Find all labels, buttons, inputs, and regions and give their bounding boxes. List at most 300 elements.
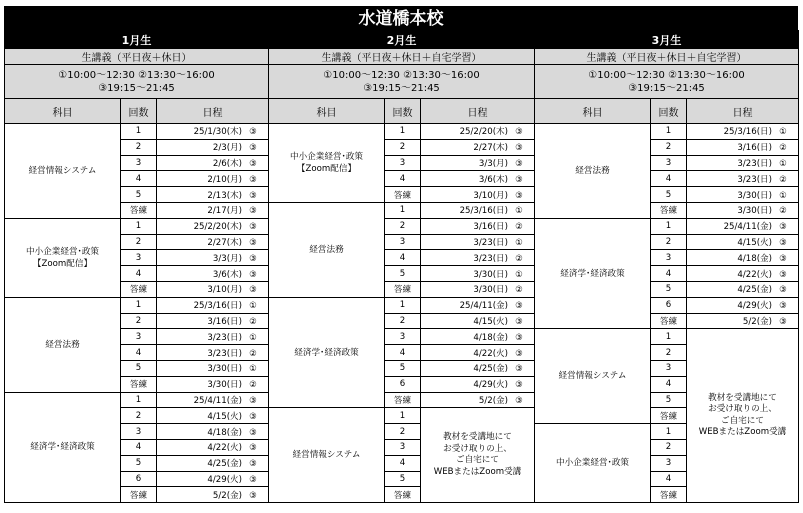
table-row [5, 218, 799, 234]
table-row [5, 281, 799, 297]
session-number: 2 [385, 139, 421, 155]
session-date [157, 455, 269, 471]
date-text: 4/25(金) [737, 285, 772, 296]
session-number: 1 [651, 329, 687, 345]
subject-cell [269, 124, 385, 203]
session-date [687, 171, 799, 187]
subject-cell: 経済学･経済政策 [269, 297, 385, 408]
date-text: 3/23(日) [473, 253, 508, 264]
date-text: 3/30(日) [207, 364, 242, 375]
session-date [687, 281, 799, 297]
note-line: 教材を受講地にて [443, 432, 512, 443]
date-text: 2/17(月) [207, 206, 242, 217]
table-row [5, 139, 799, 155]
time-slot-mark: ② [515, 253, 523, 264]
session-number: 2 [651, 439, 687, 455]
date-text: 3/30(日) [473, 285, 508, 296]
time-slot-mark: ② [779, 206, 787, 217]
table-row [5, 424, 799, 440]
time-slot-mark: ③ [249, 206, 257, 217]
time-slot-mark: ③ [779, 269, 787, 280]
subject-cell: 経営法務 [269, 202, 385, 297]
time-slots-line1: ①10:00～12:30 ②13:30～16:00 [323, 69, 480, 81]
date-text: 3/6(木) [478, 174, 508, 185]
date-text: 4/18(金) [737, 253, 772, 264]
col-count-header: 回数 [651, 99, 687, 124]
session-number: 2 [121, 408, 157, 424]
session-date [157, 392, 269, 408]
session-number: 1 [121, 124, 157, 140]
session-date [157, 266, 269, 282]
session-number: 答練 [385, 487, 421, 503]
session-date [421, 139, 535, 155]
table-row [5, 487, 799, 503]
session-number: 答練 [651, 487, 687, 503]
time-slot-mark: ② [779, 174, 787, 185]
date-text: 3/23(日) [737, 174, 772, 185]
table-row [5, 455, 799, 471]
session-date [421, 218, 535, 234]
subject-name: 中小企業経営･政策 [25, 246, 100, 257]
date-text: 3/23(日) [473, 237, 508, 248]
time-slots-mar [535, 65, 799, 99]
date-text: 3/10(月) [207, 285, 242, 296]
time-slot-mark: ③ [515, 143, 523, 154]
subject-cell: 中小企業経営･政策 [535, 424, 651, 503]
session-number: 5 [651, 392, 687, 408]
time-slots-line2: ③19:15～21:45 [363, 82, 440, 94]
session-number: 5 [385, 266, 421, 282]
session-date [421, 281, 535, 297]
session-number: 5 [651, 281, 687, 297]
session-date [687, 155, 799, 171]
session-number: 2 [385, 218, 421, 234]
time-slot-mark: ③ [249, 285, 257, 296]
month-label-jan: 1月生 [5, 31, 269, 49]
time-slot-mark: ③ [515, 158, 523, 169]
session-number: 2 [385, 424, 421, 440]
table-row [5, 202, 799, 218]
session-number: 1 [385, 202, 421, 218]
session-number: 3 [651, 155, 687, 171]
session-date [157, 218, 269, 234]
time-slot-mark: ③ [515, 348, 523, 359]
session-number: 答練 [121, 281, 157, 297]
subject-cell: 経営情報システム [269, 408, 385, 503]
session-number: 1 [651, 218, 687, 234]
session-date [687, 124, 799, 140]
session-date [421, 155, 535, 171]
time-slot-mark: ① [515, 237, 523, 248]
page-title: 水道橋本校 [4, 6, 798, 30]
date-text: 3/30(日) [473, 269, 508, 280]
session-date [157, 171, 269, 187]
date-text: 5/2(金) [212, 490, 242, 501]
session-number: 答練 [651, 202, 687, 218]
table-row [5, 392, 799, 408]
subject-name: 中小企業経営･政策 [289, 151, 364, 162]
session-date [687, 187, 799, 203]
session-number: 4 [385, 345, 421, 361]
session-date [421, 313, 535, 329]
time-slot-mark: ③ [249, 237, 257, 248]
session-date [157, 345, 269, 361]
table-row [5, 171, 799, 187]
time-slot-mark: ③ [515, 190, 523, 201]
date-text: 3/16(日) [207, 316, 242, 327]
date-text: 4/15(火) [737, 237, 772, 248]
session-number: 答練 [651, 313, 687, 329]
session-date [157, 250, 269, 266]
session-number: 2 [651, 139, 687, 155]
time-slot-mark: ① [515, 206, 523, 217]
session-date [157, 487, 269, 503]
time-slot-mark: ③ [779, 237, 787, 248]
session-number: 3 [651, 360, 687, 376]
date-text: 4/18(金) [207, 427, 242, 438]
time-slot-mark: ③ [249, 474, 257, 485]
time-slot-mark: ③ [249, 427, 257, 438]
session-number: 1 [385, 124, 421, 140]
session-number: 2 [651, 345, 687, 361]
session-date [421, 266, 535, 282]
table-row [5, 408, 799, 424]
date-text: 4/22(火) [473, 348, 508, 359]
time-slot-mark: ③ [515, 127, 523, 138]
session-number: 1 [385, 297, 421, 313]
date-text: 4/22(火) [737, 269, 772, 280]
month-label-feb: 2月生 [269, 31, 535, 49]
table-row [5, 313, 799, 329]
date-text: 25/2/20(木) [459, 127, 508, 138]
session-number: 4 [651, 471, 687, 487]
date-text: 25/3/16(日) [723, 127, 772, 138]
time-slot-mark: ③ [779, 285, 787, 296]
session-number: 5 [121, 187, 157, 203]
date-text: 25/3/16(日) [459, 206, 508, 217]
date-text: 4/25(金) [473, 364, 508, 375]
time-slot-mark: ③ [249, 443, 257, 454]
session-date [157, 408, 269, 424]
table-row [5, 360, 799, 376]
session-number: 1 [121, 297, 157, 313]
time-slot-mark: ③ [249, 459, 257, 470]
session-date [421, 392, 535, 408]
session-number: 4 [385, 455, 421, 471]
session-date [157, 155, 269, 171]
session-number: 5 [385, 471, 421, 487]
time-slot-mark: ③ [779, 222, 787, 233]
session-date [157, 376, 269, 392]
time-slot-mark: ③ [249, 490, 257, 501]
time-slot-mark: ① [249, 301, 257, 312]
session-number: 3 [385, 439, 421, 455]
time-slot-mark: ③ [515, 364, 523, 375]
session-date [421, 297, 535, 313]
subject-cell: 経営情報システム [535, 329, 651, 424]
session-number: 答練 [121, 202, 157, 218]
time-slot-mark: ③ [249, 411, 257, 422]
session-date [157, 202, 269, 218]
subject-cell: 経営情報システム [5, 124, 121, 219]
session-date [421, 329, 535, 345]
time-slot-mark: ① [779, 127, 787, 138]
subject-delivery: 【Zoom配信】 [32, 258, 93, 269]
session-date [157, 439, 269, 455]
table-row [5, 155, 799, 171]
table-row [5, 124, 799, 140]
session-number: 5 [121, 360, 157, 376]
session-number: 答練 [651, 408, 687, 424]
session-number: 3 [121, 329, 157, 345]
session-date [421, 124, 535, 140]
session-date [157, 124, 269, 140]
session-number: 4 [121, 266, 157, 282]
table-row [5, 266, 799, 282]
session-number: 2 [121, 234, 157, 250]
subject-cell: 経営法務 [535, 124, 651, 219]
date-text: 25/4/11(金) [193, 395, 242, 406]
date-text: 5/2(金) [742, 316, 772, 327]
time-slots-line1: ①10:00～12:30 ②13:30～16:00 [58, 69, 215, 81]
session-number: 3 [385, 155, 421, 171]
time-slot-mark: ③ [249, 253, 257, 264]
session-number: 4 [385, 250, 421, 266]
session-number: 答練 [385, 281, 421, 297]
time-slot-mark: ② [249, 316, 257, 327]
table-row [5, 234, 799, 250]
date-text: 2/27(木) [473, 143, 508, 154]
session-date [421, 345, 535, 361]
table-row [5, 439, 799, 455]
session-number: 1 [121, 392, 157, 408]
date-text: 25/3/16(日) [193, 301, 242, 312]
time-slot-mark: ③ [249, 190, 257, 201]
note-line: お受け取りの上、 [443, 443, 512, 454]
time-slot-mark: ③ [515, 301, 523, 312]
session-number: 答練 [385, 187, 421, 203]
time-slot-mark: ① [515, 269, 523, 280]
time-slot-mark: ① [249, 332, 257, 343]
time-slot-mark: ③ [249, 127, 257, 138]
note-line: WEBまたはZoom受講 [433, 466, 522, 477]
session-number: 3 [121, 155, 157, 171]
time-slot-mark: ③ [249, 222, 257, 233]
session-date [421, 187, 535, 203]
date-text: 3/30(日) [207, 380, 242, 391]
session-number: 3 [121, 424, 157, 440]
session-date [157, 297, 269, 313]
session-number: 3 [385, 329, 421, 345]
table-row [5, 376, 799, 392]
time-slot-mark: ③ [515, 332, 523, 343]
session-date [687, 139, 799, 155]
time-slots-line1: ①10:00～12:30 ②13:30～16:00 [588, 69, 745, 81]
table-row [5, 471, 799, 487]
table-row [5, 297, 799, 313]
date-text: 3/3(月) [212, 253, 242, 264]
note-line: 教材を受講地にて [708, 392, 777, 403]
time-slot-row [5, 65, 799, 99]
session-number: 答練 [121, 376, 157, 392]
session-number: 5 [121, 455, 157, 471]
note-line: ご自宅にて [456, 455, 499, 466]
course-type-jan: 生講義（平日夜＋休日） [5, 49, 269, 65]
session-number: 6 [651, 297, 687, 313]
session-number: 4 [651, 266, 687, 282]
time-slot-mark: ② [515, 285, 523, 296]
session-date [687, 234, 799, 250]
date-text: 3/6(木) [212, 269, 242, 280]
session-date [157, 234, 269, 250]
date-text: 3/3(月) [478, 158, 508, 169]
time-slots-line2: ③19:15～21:45 [628, 82, 705, 94]
col-date-header: 日程 [157, 99, 269, 124]
time-slot-mark: ③ [249, 143, 257, 154]
session-date [157, 139, 269, 155]
session-date [157, 360, 269, 376]
session-number: 5 [385, 360, 421, 376]
session-number: 1 [651, 424, 687, 440]
session-number: 4 [385, 171, 421, 187]
note-line: ご自宅にて [721, 415, 764, 426]
session-date [157, 313, 269, 329]
session-date [157, 424, 269, 440]
session-date [421, 171, 535, 187]
date-text: 2/27(木) [207, 237, 242, 248]
date-text: 3/16(日) [473, 222, 508, 233]
schedule-table [4, 30, 799, 503]
time-slot-mark: ② [249, 348, 257, 359]
session-number: 答練 [121, 487, 157, 503]
table-row [5, 187, 799, 203]
date-text: 4/29(火) [473, 380, 508, 391]
session-number: 6 [121, 471, 157, 487]
date-text: 4/29(火) [207, 474, 242, 485]
time-slot-mark: ③ [249, 269, 257, 280]
session-number: 4 [121, 345, 157, 361]
self-study-note [687, 329, 799, 503]
subject-cell: 経営法務 [5, 297, 121, 392]
date-text: 3/30(日) [737, 206, 772, 217]
self-study-note [421, 408, 535, 503]
time-slot-mark: ③ [249, 174, 257, 185]
date-text: 25/4/11(金) [459, 301, 508, 312]
session-number: 4 [121, 171, 157, 187]
time-slots-line2: ③19:15～21:45 [98, 82, 175, 94]
date-text: 3/30(日) [737, 190, 772, 201]
session-date [687, 250, 799, 266]
session-number: 3 [651, 250, 687, 266]
date-text: 2/6(木) [212, 158, 242, 169]
session-date [421, 376, 535, 392]
course-type-row [5, 49, 799, 65]
month-header-row [5, 31, 799, 49]
session-date [157, 187, 269, 203]
time-slots-jan [5, 65, 269, 99]
session-number: 3 [385, 234, 421, 250]
time-slot-mark: ① [779, 158, 787, 169]
col-subject-header: 科目 [5, 99, 121, 124]
session-number: 4 [651, 376, 687, 392]
date-text: 3/23(日) [737, 158, 772, 169]
date-text: 4/18(金) [473, 332, 508, 343]
date-text: 25/2/20(木) [193, 222, 242, 233]
date-text: 2/10(月) [207, 174, 242, 185]
session-date [687, 202, 799, 218]
table-row [5, 329, 799, 345]
col-subject-header: 科目 [535, 99, 651, 124]
date-text: 25/1/30(木) [193, 127, 242, 138]
session-date [687, 297, 799, 313]
table-row [5, 250, 799, 266]
time-slot-mark: ① [249, 364, 257, 375]
col-count-header: 回数 [121, 99, 157, 124]
session-date [687, 266, 799, 282]
session-number: 1 [121, 218, 157, 234]
session-number: 答練 [385, 392, 421, 408]
date-text: 5/2(金) [478, 395, 508, 406]
subject-cell [5, 218, 121, 297]
time-slot-mark: ② [779, 143, 787, 154]
session-date [421, 250, 535, 266]
time-slot-mark: ③ [779, 301, 787, 312]
session-date [421, 360, 535, 376]
date-text: 3/23(日) [207, 348, 242, 359]
session-number: 4 [651, 171, 687, 187]
time-slots-feb [269, 65, 535, 99]
date-text: 2/3(月) [212, 143, 242, 154]
date-text: 4/22(火) [207, 443, 242, 454]
session-number: 4 [121, 439, 157, 455]
month-label-mar: 3月生 [535, 31, 799, 49]
session-number: 2 [121, 139, 157, 155]
time-slot-mark: ③ [249, 158, 257, 169]
session-date [157, 471, 269, 487]
date-text: 4/15(火) [207, 411, 242, 422]
session-number: 2 [385, 313, 421, 329]
note-line: WEBまたはZoom受講 [698, 427, 787, 438]
time-slot-mark: ① [779, 190, 787, 201]
time-slot-mark: ② [249, 380, 257, 391]
course-type-feb: 生講義（平日夜＋休日＋自宅学習） [269, 49, 535, 65]
time-slot-mark: ③ [779, 253, 787, 264]
subject-cell: 経済学･経済政策 [535, 218, 651, 329]
subject-cell: 経済学･経済政策 [5, 392, 121, 503]
session-number: 5 [651, 187, 687, 203]
time-slot-mark: ③ [515, 316, 523, 327]
session-date [421, 202, 535, 218]
time-slot-mark: ③ [515, 380, 523, 391]
session-date [687, 313, 799, 329]
course-type-mar: 生講義（平日夜＋休日＋自宅学習） [535, 49, 799, 65]
session-number: 3 [651, 455, 687, 471]
session-number: 2 [651, 234, 687, 250]
column-header-row [5, 99, 799, 124]
time-slot-mark: ③ [515, 395, 523, 406]
session-number: 2 [121, 313, 157, 329]
time-slot-mark: ③ [779, 316, 787, 327]
subject-delivery: 【Zoom配信】 [296, 163, 357, 174]
session-date [421, 234, 535, 250]
session-number: 3 [121, 250, 157, 266]
schedule-sheet [4, 6, 798, 503]
date-text: 3/16(日) [737, 143, 772, 154]
date-text: 25/4/11(金) [723, 222, 772, 233]
session-number: 6 [385, 376, 421, 392]
col-date-header: 日程 [421, 99, 535, 124]
session-date [157, 281, 269, 297]
